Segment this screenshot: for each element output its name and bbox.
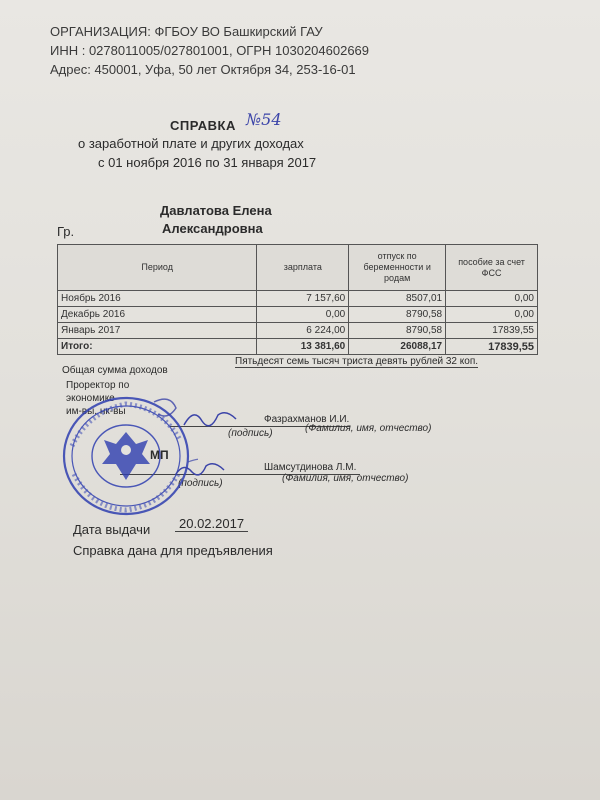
handwritten-number: №54	[246, 110, 282, 129]
total-label: Итого:	[58, 339, 257, 355]
signer-2-caption-sign: (подпись)	[178, 478, 223, 489]
stamp-label: МП	[150, 448, 169, 462]
address-line: Адрес: 450001, Уфа, 50 лет Октября 34, 253-16-01	[50, 62, 356, 77]
benefit-cell: 0,00	[446, 307, 538, 323]
signer-2-caption-name: (Фамилия, имя, отчество)	[282, 473, 409, 484]
table-row	[58, 291, 538, 307]
total-maternity: 26088,17	[349, 339, 446, 355]
period-cell: Декабрь 2016	[58, 307, 257, 323]
recipient-name-line-1: Давлатова Елена	[160, 203, 272, 218]
table-row	[58, 307, 538, 323]
position-line-2: экономике	[66, 393, 115, 404]
round-stamp-seal	[58, 392, 198, 522]
recipient-prefix: Гр.	[57, 224, 75, 239]
purpose-text: Справка дана для предъявления	[73, 543, 273, 558]
signature-1-scribble	[180, 405, 240, 435]
benefit-cell: 17839,55	[446, 323, 538, 339]
position-line-1: Проректор по	[66, 380, 130, 391]
table-row	[58, 323, 538, 339]
benefit-cell: 0,00	[446, 291, 538, 307]
signature-2-scribble	[172, 458, 232, 482]
signer-1-name: Фазрахманов И.И.	[264, 414, 350, 425]
column-header: зарплата	[257, 245, 349, 291]
column-header: Период	[58, 245, 257, 291]
signer-1-caption-name: (Фамилия, имя, отчество)	[305, 423, 432, 434]
salary-cell: 0,00	[257, 307, 349, 323]
maternity-cell: 8790,58	[349, 323, 446, 339]
document-title: СПРАВКА	[170, 118, 236, 133]
salary-cell: 6 224,00	[257, 323, 349, 339]
position-line-3: им-вы, нк-вы	[66, 406, 126, 417]
salary-cell: 7 157,60	[257, 291, 349, 307]
table-header-row	[58, 245, 538, 291]
total-income-words: Пятьдесят семь тысяч триста девять рублей 32 коп.	[235, 356, 479, 367]
issue-date-label: Дата выдачи	[73, 522, 151, 537]
period-cell: Ноябрь 2016	[58, 291, 257, 307]
total-salary: 13 381,60	[257, 339, 349, 355]
organization-line: ОРГАНИЗАЦИЯ: ФГБОУ ВО Башкирский ГАУ	[50, 24, 323, 39]
issue-date-value: 20.02.2017	[175, 516, 248, 532]
signer-1-caption-sign: (подпись)	[228, 428, 273, 439]
total-benefit: 17839,55	[446, 339, 538, 355]
document-period: с 01 ноября 2016 по 31 января 2017	[98, 155, 317, 170]
document-subtitle: о заработной плате и других доходах	[78, 136, 304, 151]
column-header: отпуск по беременности и родам	[349, 245, 446, 291]
period-cell: Январь 2017	[58, 323, 257, 339]
maternity-cell: 8507,01	[349, 291, 446, 307]
column-header: пособие за счет ФСС	[446, 245, 538, 291]
income-table	[57, 244, 538, 355]
maternity-cell: 8790,58	[349, 307, 446, 323]
inn-line: ИНН : 0278011005/027801001, ОГРН 1030204602669	[50, 43, 370, 58]
signer-2-name: Шамсутдинова Л.М.	[264, 462, 357, 473]
recipient-name-line-2: Александровна	[162, 221, 263, 236]
total-income-label: Общая сумма доходов	[62, 365, 168, 376]
table-total-row	[58, 339, 538, 355]
